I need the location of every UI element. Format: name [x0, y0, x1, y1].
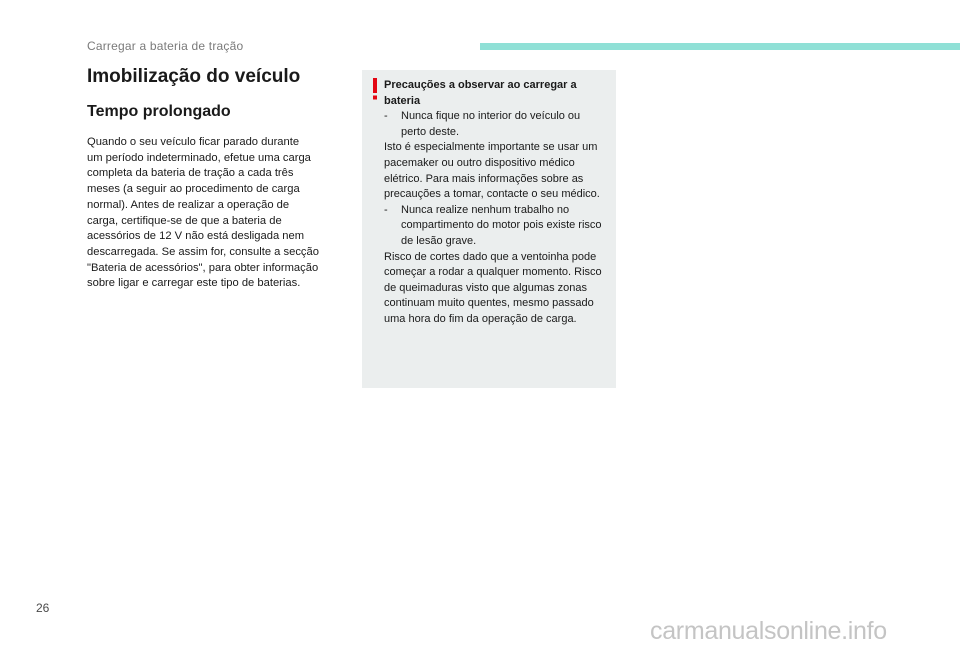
warning-paragraph: Risco de cortes dado que a ventoinha pode começar a rodar a qualquer momento. Risco de queimaduras visto que algumas zonas continuam muito quentes, mesmo passado uma hora do fim da operação de carga.	[384, 250, 602, 325]
warning-content	[384, 78, 608, 328]
warning-item	[384, 109, 608, 140]
section-title: Carregar a bateria de tração	[87, 39, 244, 53]
list-dash: -	[384, 110, 388, 123]
header-accent-bar	[480, 43, 960, 50]
page-number: 26	[36, 601, 50, 615]
warning-item	[384, 203, 608, 250]
warning-item-text: Nunca realize nenhum trabalho no compartimento do motor pois existe risco de lesão grave.	[401, 203, 602, 247]
warning-item-text: Nunca fique no interior do veículo ou perto deste.	[401, 110, 581, 138]
exclamation-icon	[370, 78, 380, 100]
warning-heading: Precauções a observar ao carregar a bateria	[384, 79, 577, 107]
section-subtitle: Tempo prolongado	[87, 103, 231, 120]
warning-paragraph: Isto é especialmente importante se usar um pacemaker ou outro dispositivo médico elétrico. Para mais informações sobre as precauções a tomar, contacte o seu médico.	[384, 141, 600, 201]
body-paragraph: Quando o seu veículo ficar parado durante um período indeterminado, efetue uma carga completa da bateria de tração a cada três meses (a seguir ao procedimento de carga normal). Antes de realizar a operação de carga, certifique-se de que a bateria de acessórios de 12 V não está desligada nem descarregada. Se assim for, consulte a secção "Bateria de acessórios", para obter informação sobre ligar e carregar este tipo de baterias.	[87, 136, 319, 290]
warning-box	[362, 70, 616, 388]
list-dash: -	[384, 203, 388, 216]
page-title: Imobilização do veículo	[87, 66, 301, 87]
watermark-text: carmanualsonline.info	[650, 617, 887, 645]
